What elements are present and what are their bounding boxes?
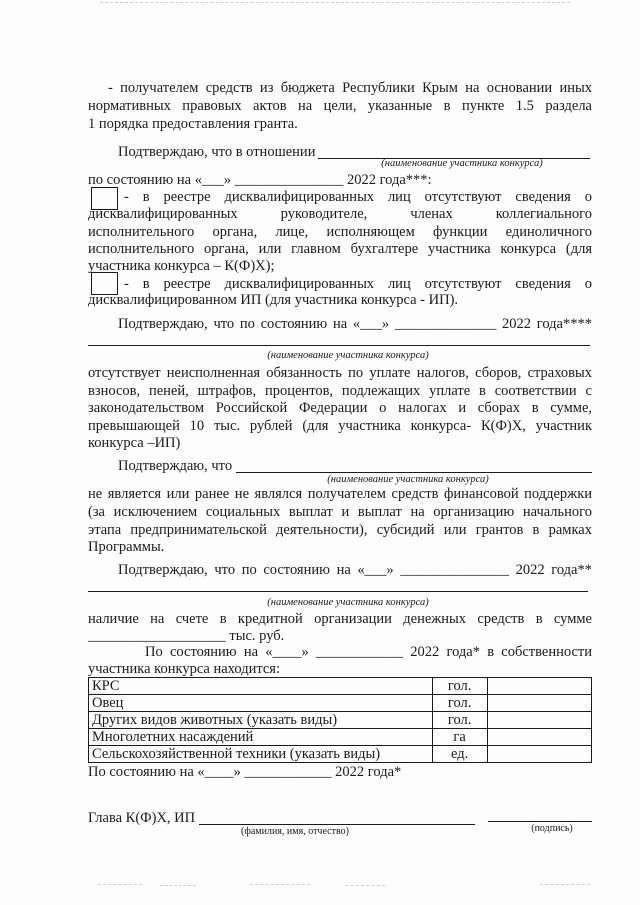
confirmation-lead: Подтверждаю, что в отношении <box>118 144 316 160</box>
paragraph-line: ___________________ тыс. руб. <box>88 628 285 644</box>
participant-name-blank <box>88 345 590 346</box>
value-cell <box>487 729 591 746</box>
scan-artifact-bottom <box>540 884 590 885</box>
participant-name-blank <box>236 472 592 473</box>
item-cell: Многолетних насаждений <box>89 729 433 746</box>
scan-artifact-bottom <box>250 884 310 885</box>
paragraph-line: превышающей 10 тыс. рублей (для участника конкурса- К(Ф)Х, участник <box>88 418 592 434</box>
paragraph-line: (за исключением социальных выплат и выплат на организацию начального <box>88 504 592 520</box>
option-line: - в реестре дисквалифицированных лиц отсутствуют сведения о <box>124 189 592 205</box>
paragraph-line: участника конкурса находится: <box>88 661 280 677</box>
confirmation-lead: Подтверждаю, что <box>118 458 233 474</box>
paragraph-line: По состоянию на «____» ____________ 2022 года* в собственности <box>145 644 592 660</box>
scan-artifact-top <box>100 2 570 3</box>
table-row <box>89 729 592 746</box>
paragraph-line: отсутствует неисполненная обязанность по уплате налогов, сборов, страховых <box>88 365 592 381</box>
value-cell <box>487 712 591 729</box>
value-cell <box>487 695 591 712</box>
paragraph-line: наличие на счете в кредитной организации денежных средств в сумме <box>88 611 592 627</box>
unit-cell: га <box>432 729 487 746</box>
name-blank <box>199 824 475 825</box>
option-line: дисквалифицированном ИП (для участника конкурса - ИП). <box>88 292 459 308</box>
date-line: По состоянию на «____» ____________ 2022 года* <box>88 764 402 780</box>
item-cell: Сельскохозяйственной техники (указать виды) <box>89 746 433 763</box>
paragraph-line: конкурса –ИП) <box>88 435 181 451</box>
option-line: участника конкурса – К(Ф)Х); <box>88 258 275 274</box>
item-cell: Овец <box>89 695 433 712</box>
paragraph-line: законодательством Российской Федерации о налогах и сборах в сумме, <box>88 400 592 416</box>
signature-caption: (подпись) <box>531 823 573 834</box>
paragraph-line: 1 порядка предоставления гранта. <box>88 116 298 132</box>
signature-label: Глава К(Ф)Х, ИП <box>88 810 196 826</box>
table-row <box>89 678 592 695</box>
option-line: - в реестре дисквалифицированных лиц отсутствуют сведения о <box>124 276 592 292</box>
paragraph-line: взносов, пеней, штрафов, процентов, подлежащих уплате в соответствии с <box>88 383 592 399</box>
table-row <box>89 746 592 763</box>
participant-name-blank <box>88 591 588 592</box>
paragraph-line: нормативных правовых актов на цели, указанные в пункте 1.5 раздела <box>88 98 592 114</box>
property-table <box>88 677 592 763</box>
option-line: исполнительного органа, лице, исполняющем функции единоличного <box>88 224 592 240</box>
option-line: исполнительного органа, или главном бухгалтере участника конкурса (для <box>88 241 592 257</box>
paragraph-line: этапа предпринимательской деятельности), субсидий или грантов в рамках <box>88 522 592 538</box>
signature-blank <box>488 821 592 822</box>
field-caption: (наименование участника конкурса) <box>267 597 429 608</box>
item-cell: Других видов животных (указать виды) <box>89 712 433 729</box>
field-caption: (наименование участника конкурса) <box>381 158 543 169</box>
table-row <box>89 695 592 712</box>
name-caption: (фамилия, имя, отчество) <box>241 826 349 837</box>
paragraph-line: не является или ранее не являлся получателем средств финансовой поддержки <box>88 486 592 502</box>
unit-cell: гол. <box>432 712 487 729</box>
confirmation-lead: Подтверждаю, что по состоянию на «___» ______________ 2022 года**** <box>118 316 592 332</box>
value-cell <box>487 678 591 695</box>
table-row <box>89 712 592 729</box>
scan-artifact-bottom <box>98 884 142 885</box>
confirmation-lead: Подтверждаю, что по состоянию на «___» _______________ 2022 года** <box>118 562 592 578</box>
scan-artifact-bottom <box>345 885 385 886</box>
paragraph-line: - получателем средств из бюджета Республики Крым на основании иных <box>108 80 592 96</box>
unit-cell: гол. <box>432 695 487 712</box>
unit-cell: ед. <box>432 746 487 763</box>
value-cell <box>487 746 591 763</box>
unit-cell: гол. <box>432 678 487 695</box>
field-caption: (наименование участника конкурса) <box>267 350 429 361</box>
date-line: по состоянию на «___» _______________ 2022 года***: <box>88 172 432 188</box>
field-caption: (наименование участника конкурса) <box>327 474 489 485</box>
option-line: дисквалифицированных руководителе, членах коллегиального <box>88 206 592 222</box>
scan-artifact-bottom <box>160 885 196 886</box>
paragraph-line: Программы. <box>88 539 165 555</box>
item-cell: КРС <box>89 678 433 695</box>
